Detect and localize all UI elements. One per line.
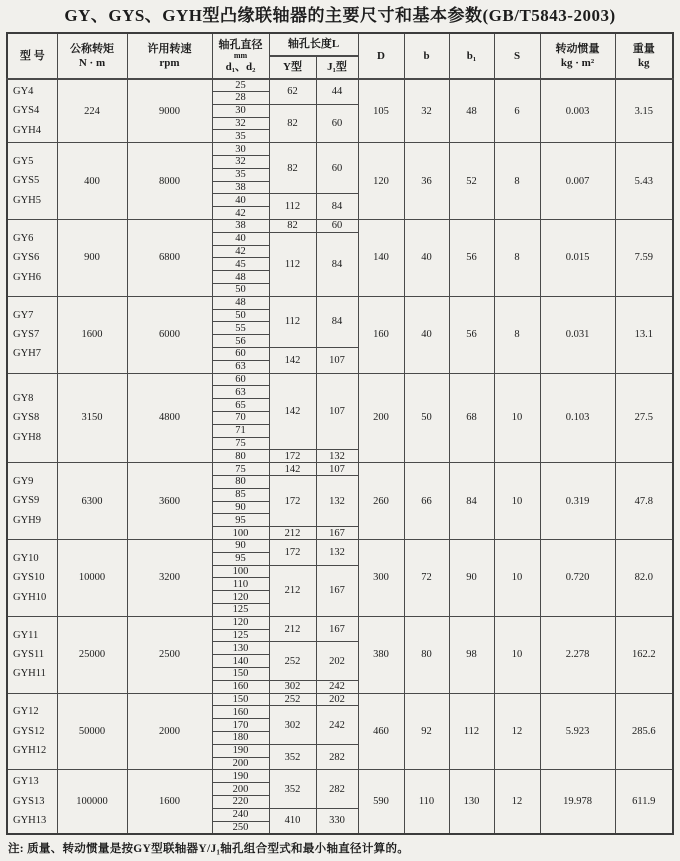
table-row xyxy=(7,770,673,783)
inertia-cell: 2.278 xyxy=(540,616,615,693)
y-length-cell: 142 xyxy=(269,463,316,476)
inertia-cell: 5.923 xyxy=(540,693,615,770)
bore-diameter-cell: 70 xyxy=(212,412,269,425)
bore-diameter-cell: 95 xyxy=(212,514,269,527)
table-row xyxy=(7,220,673,233)
bore-diameter-cell: 42 xyxy=(212,245,269,258)
bore-diameter-cell: 25 xyxy=(212,79,269,92)
bore-diameter-cell: 90 xyxy=(212,539,269,552)
y-length-cell: 302 xyxy=(269,706,316,744)
table-row xyxy=(7,296,673,309)
col-header-bore-diameter: 轴孔直径 mm d₁、d₂ xyxy=(212,33,269,79)
bore-diameter-cell: 150 xyxy=(212,693,269,706)
b1-cell: 68 xyxy=(449,373,494,463)
bore-diameter-cell: 120 xyxy=(212,616,269,629)
bore-diameter-cell: 160 xyxy=(212,706,269,719)
speed-cell: 6800 xyxy=(127,220,212,297)
b1-cell: 56 xyxy=(449,296,494,373)
y-length-cell: 302 xyxy=(269,680,316,693)
bore-diameter-cell: 250 xyxy=(212,821,269,834)
bore-diameter-cell: 40 xyxy=(212,194,269,207)
page-title: GY、GYS、GYH型凸缘联轴器的主要尺寸和基本参数(GB/T5843-2003) xyxy=(64,6,616,25)
speed-cell: 6000 xyxy=(127,296,212,373)
bore-diameter-cell: 190 xyxy=(212,744,269,757)
bore-diameter-cell: 28 xyxy=(212,92,269,105)
bore-diameter-cell: 125 xyxy=(212,629,269,642)
bore-diameter-cell: 190 xyxy=(212,770,269,783)
b-cell: 72 xyxy=(404,539,449,616)
y-length-cell: 142 xyxy=(269,348,316,374)
S-cell: 8 xyxy=(494,143,540,220)
model-cell: GY6 GYS6 GYH6 xyxy=(7,220,57,297)
bore-diameter-cell: 55 xyxy=(212,322,269,335)
S-cell: 10 xyxy=(494,616,540,693)
torque-cell: 3150 xyxy=(57,373,127,463)
table-row xyxy=(7,693,673,706)
bore-diameter-cell: 35 xyxy=(212,168,269,181)
table-row xyxy=(7,143,673,156)
bore-diameter-cell: 32 xyxy=(212,156,269,169)
speed-cell: 1600 xyxy=(127,770,212,834)
torque-cell: 900 xyxy=(57,220,127,297)
weight-cell: 3.15 xyxy=(615,79,673,143)
bore-diameter-cell: 60 xyxy=(212,348,269,361)
bore-diameter-cell: 48 xyxy=(212,296,269,309)
b1-cell: 90 xyxy=(449,539,494,616)
bore-diameter-cell: 60 xyxy=(212,373,269,386)
j1-length-cell: 44 xyxy=(316,79,358,105)
col-header-j1-type: J₁型 xyxy=(316,56,358,79)
speed-cell: 2000 xyxy=(127,693,212,770)
bore-diameter-cell: 130 xyxy=(212,642,269,655)
b1-cell: 48 xyxy=(449,79,494,143)
speed-cell: 3600 xyxy=(127,463,212,540)
b-cell: 36 xyxy=(404,143,449,220)
y-length-cell: 62 xyxy=(269,79,316,105)
bore-diameter-cell: 30 xyxy=(212,104,269,117)
j1-length-cell: 282 xyxy=(316,770,358,808)
model-cell: GY7 GYS7 GYH7 xyxy=(7,296,57,373)
bore-diameter-cell: 85 xyxy=(212,488,269,501)
col-header-inertia: 转动惯量 kg · m² xyxy=(540,33,615,79)
y-length-cell: 172 xyxy=(269,539,316,565)
bore-diameter-cell: 45 xyxy=(212,258,269,271)
inertia-cell: 0.003 xyxy=(540,79,615,143)
bore-diameter-cell: 75 xyxy=(212,437,269,450)
bore-diameter-cell: 71 xyxy=(212,424,269,437)
D-cell: 300 xyxy=(358,539,404,616)
weight-cell: 7.59 xyxy=(615,220,673,297)
D-cell: 380 xyxy=(358,616,404,693)
model-cell: GY10 GYS10 GYH10 xyxy=(7,539,57,616)
model-cell: GY8 GYS8 GYH8 xyxy=(7,373,57,463)
col-header-D: D xyxy=(358,33,404,79)
bore-diameter-cell: 50 xyxy=(212,309,269,322)
j1-length-cell: 167 xyxy=(316,616,358,642)
y-length-cell: 212 xyxy=(269,565,316,616)
bore-diameter-cell: 100 xyxy=(212,527,269,540)
y-length-cell: 352 xyxy=(269,744,316,770)
model-cell: GY13 GYS13 GYH13 xyxy=(7,770,57,834)
bore-diameter-cell: 48 xyxy=(212,271,269,284)
j1-length-cell: 132 xyxy=(316,539,358,565)
bore-diameter-cell: 200 xyxy=(212,783,269,796)
speed-cell: 9000 xyxy=(127,79,212,143)
speed-cell: 4800 xyxy=(127,373,212,463)
bore-diameter-cell: 56 xyxy=(212,335,269,348)
D-cell: 120 xyxy=(358,143,404,220)
j1-length-cell: 107 xyxy=(316,348,358,374)
y-length-cell: 112 xyxy=(269,194,316,220)
y-length-cell: 142 xyxy=(269,373,316,450)
b-cell: 66 xyxy=(404,463,449,540)
model-cell: GY4 GYS4 GYH4 xyxy=(7,79,57,143)
inertia-cell: 0.031 xyxy=(540,296,615,373)
bore-diameter-cell: 38 xyxy=(212,220,269,233)
table-row xyxy=(7,616,673,629)
col-header-speed: 许用转速 rpm xyxy=(127,33,212,79)
bore-diameter-cell: 220 xyxy=(212,795,269,808)
weight-cell: 162.2 xyxy=(615,616,673,693)
bore-diameter-cell: 170 xyxy=(212,719,269,732)
col-header-torque: 公称转矩 N · m xyxy=(57,33,127,79)
j1-length-cell: 202 xyxy=(316,642,358,680)
col-header-b1: b₁ xyxy=(449,33,494,79)
y-length-cell: 82 xyxy=(269,104,316,142)
y-length-cell: 82 xyxy=(269,220,316,233)
S-cell: 12 xyxy=(494,770,540,834)
inertia-cell: 0.319 xyxy=(540,463,615,540)
bore-diameter-cell: 240 xyxy=(212,808,269,821)
weight-cell: 82.0 xyxy=(615,539,673,616)
j1-length-cell: 167 xyxy=(316,565,358,616)
S-cell: 8 xyxy=(494,296,540,373)
bore-diameter-cell: 75 xyxy=(212,463,269,476)
y-length-cell: 410 xyxy=(269,808,316,834)
bore-diameter-cell: 200 xyxy=(212,757,269,770)
b1-cell: 112 xyxy=(449,693,494,770)
j1-length-cell: 242 xyxy=(316,706,358,744)
y-length-cell: 212 xyxy=(269,527,316,540)
bore-diameter-cell: 80 xyxy=(212,450,269,463)
j1-length-cell: 60 xyxy=(316,220,358,233)
bore-diameter-cell: 63 xyxy=(212,360,269,373)
model-cell: GY12 GYS12 GYH12 xyxy=(7,693,57,770)
y-length-cell: 252 xyxy=(269,642,316,680)
j1-length-cell: 60 xyxy=(316,143,358,194)
b1-cell: 56 xyxy=(449,220,494,297)
col-header-bore-length: 轴孔长度L xyxy=(269,33,358,56)
j1-length-cell: 132 xyxy=(316,450,358,463)
b-cell: 80 xyxy=(404,616,449,693)
S-cell: 10 xyxy=(494,373,540,463)
bore-diameter-cell: 110 xyxy=(212,578,269,591)
y-length-cell: 212 xyxy=(269,616,316,642)
torque-cell: 25000 xyxy=(57,616,127,693)
b-cell: 40 xyxy=(404,296,449,373)
torque-cell: 6300 xyxy=(57,463,127,540)
table-row xyxy=(7,539,673,552)
y-length-cell: 352 xyxy=(269,770,316,808)
model-cell: GY5 GYS5 GYH5 xyxy=(7,143,57,220)
bore-diameter-cell: 30 xyxy=(212,143,269,156)
b1-cell: 52 xyxy=(449,143,494,220)
torque-cell: 224 xyxy=(57,79,127,143)
D-cell: 160 xyxy=(358,296,404,373)
j1-length-cell: 242 xyxy=(316,680,358,693)
torque-cell: 400 xyxy=(57,143,127,220)
j1-length-cell: 84 xyxy=(316,232,358,296)
bore-diameter-cell: 63 xyxy=(212,386,269,399)
torque-cell: 1600 xyxy=(57,296,127,373)
speed-cell: 3200 xyxy=(127,539,212,616)
D-cell: 260 xyxy=(358,463,404,540)
S-cell: 8 xyxy=(494,220,540,297)
b1-cell: 130 xyxy=(449,770,494,834)
col-header-weight: 重量 kg xyxy=(615,33,673,79)
weight-cell: 27.5 xyxy=(615,373,673,463)
speed-cell: 8000 xyxy=(127,143,212,220)
col-header-b: b xyxy=(404,33,449,79)
weight-cell: 47.8 xyxy=(615,463,673,540)
bore-diameter-cell: 90 xyxy=(212,501,269,514)
speed-cell: 2500 xyxy=(127,616,212,693)
model-cell: GY9 GYS9 GYH9 xyxy=(7,463,57,540)
bore-diameter-cell: 42 xyxy=(212,207,269,220)
footnote: 注: 质量、转动惯量是按GY型联轴器Y/J₁轴孔组合型式和最小轴直径计算的。 xyxy=(8,842,410,855)
D-cell: 140 xyxy=(358,220,404,297)
bore-diameter-cell: 80 xyxy=(212,476,269,489)
y-length-cell: 112 xyxy=(269,296,316,347)
inertia-cell: 0.015 xyxy=(540,220,615,297)
bore-diameter-cell: 100 xyxy=(212,565,269,578)
b-cell: 50 xyxy=(404,373,449,463)
model-cell: GY11 GYS11 GYH11 xyxy=(7,616,57,693)
y-length-cell: 172 xyxy=(269,450,316,463)
D-cell: 105 xyxy=(358,79,404,143)
j1-length-cell: 84 xyxy=(316,296,358,347)
col-header-model: 型 号 xyxy=(7,33,57,79)
bore-diameter-cell: 32 xyxy=(212,117,269,130)
y-length-cell: 172 xyxy=(269,476,316,527)
inertia-cell: 0.720 xyxy=(540,539,615,616)
j1-length-cell: 84 xyxy=(316,194,358,220)
weight-cell: 285.6 xyxy=(615,693,673,770)
coupling-spec-table xyxy=(6,32,674,835)
j1-length-cell: 282 xyxy=(316,744,358,770)
bore-diameter-cell: 160 xyxy=(212,680,269,693)
bore-diameter-cell: 125 xyxy=(212,603,269,616)
inertia-cell: 0.103 xyxy=(540,373,615,463)
table-body xyxy=(7,79,673,834)
bore-diameter-cell: 35 xyxy=(212,130,269,143)
bore-diameter-cell: 180 xyxy=(212,731,269,744)
D-cell: 460 xyxy=(358,693,404,770)
D-cell: 590 xyxy=(358,770,404,834)
b-cell: 92 xyxy=(404,693,449,770)
S-cell: 6 xyxy=(494,79,540,143)
bore-diameter-cell: 140 xyxy=(212,655,269,668)
torque-cell: 100000 xyxy=(57,770,127,834)
j1-length-cell: 60 xyxy=(316,104,358,142)
j1-length-cell: 330 xyxy=(316,808,358,834)
weight-cell: 5.43 xyxy=(615,143,673,220)
bore-diameter-cell: 65 xyxy=(212,399,269,412)
bore-diameter-cell: 95 xyxy=(212,552,269,565)
table-head xyxy=(7,33,673,79)
torque-cell: 10000 xyxy=(57,539,127,616)
b-cell: 32 xyxy=(404,79,449,143)
table-row xyxy=(7,79,673,92)
torque-cell: 50000 xyxy=(57,693,127,770)
y-length-cell: 82 xyxy=(269,143,316,194)
b-cell: 110 xyxy=(404,770,449,834)
inertia-cell: 0.007 xyxy=(540,143,615,220)
bore-diameter-cell: 38 xyxy=(212,181,269,194)
col-header-S: S xyxy=(494,33,540,79)
j1-length-cell: 107 xyxy=(316,463,358,476)
S-cell: 10 xyxy=(494,463,540,540)
b1-cell: 98 xyxy=(449,616,494,693)
S-cell: 10 xyxy=(494,539,540,616)
bore-diameter-cell: 40 xyxy=(212,232,269,245)
j1-length-cell: 202 xyxy=(316,693,358,706)
y-length-cell: 112 xyxy=(269,232,316,296)
weight-cell: 611.9 xyxy=(615,770,673,834)
j1-length-cell: 132 xyxy=(316,476,358,527)
inertia-cell: 19.978 xyxy=(540,770,615,834)
bore-diameter-cell: 50 xyxy=(212,284,269,297)
D-cell: 200 xyxy=(358,373,404,463)
weight-cell: 13.1 xyxy=(615,296,673,373)
y-length-cell: 252 xyxy=(269,693,316,706)
j1-length-cell: 107 xyxy=(316,373,358,450)
S-cell: 12 xyxy=(494,693,540,770)
b1-cell: 84 xyxy=(449,463,494,540)
bore-diameter-cell: 120 xyxy=(212,591,269,604)
table-row xyxy=(7,463,673,476)
col-header-y-type: Y型 xyxy=(269,56,316,79)
b-cell: 40 xyxy=(404,220,449,297)
bore-diameter-cell: 150 xyxy=(212,667,269,680)
table-row xyxy=(7,373,673,386)
j1-length-cell: 167 xyxy=(316,527,358,540)
